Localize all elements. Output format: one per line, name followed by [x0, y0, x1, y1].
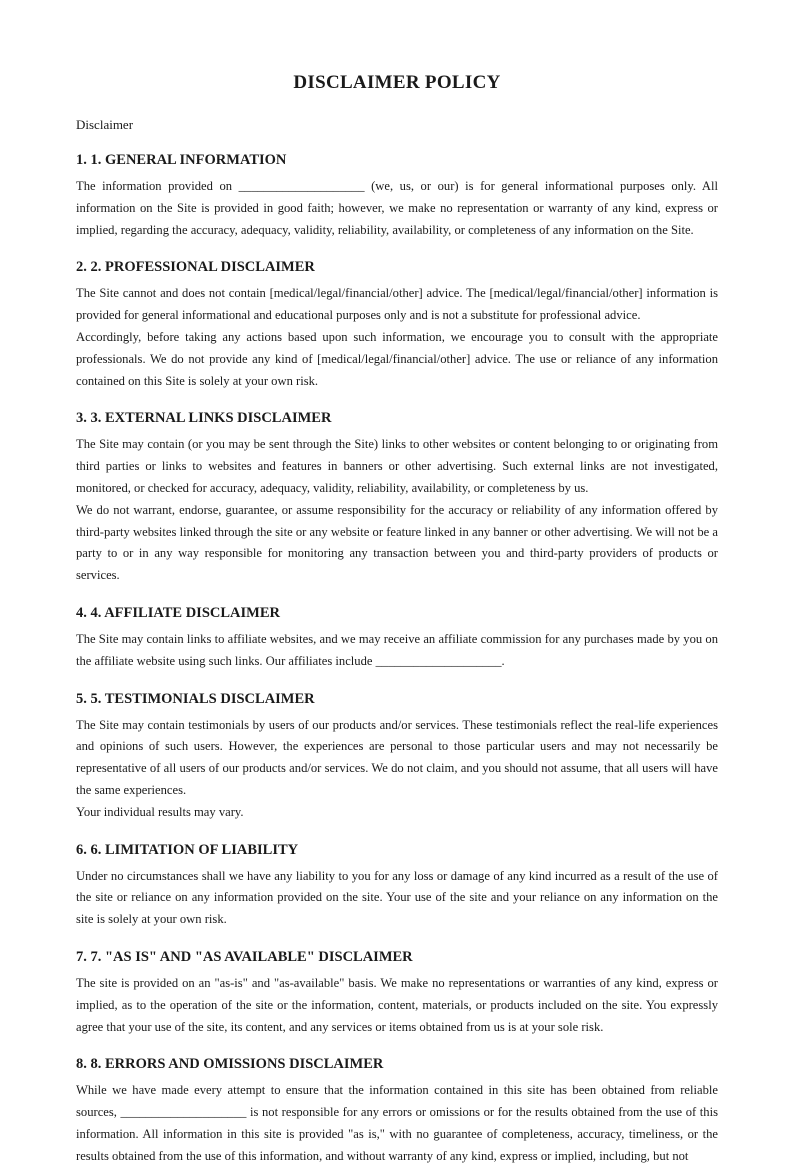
section-paragraph: Your individual results may vary. [76, 804, 244, 819]
section-limitation-of-liability [76, 840, 718, 931]
section-paragraph: Under no circumstances shall we have any liability to you for any loss or damage of any kind incurred as a result of the use of the site or reliance on any information provided on the site. Your use of the site and your reliance on any information on the site is solely at your own risk. [76, 868, 718, 927]
section-paragraph: The Site cannot and does not contain [medical/legal/financial/other] advice. The [medical/legal/financial/other] information is provided for general informational and educational purposes only and is not a substitute for professional advice. [76, 286, 718, 323]
section-professional-disclaimer [76, 257, 718, 392]
section-as-is-disclaimer [76, 947, 718, 1038]
section-affiliate-disclaimer [76, 603, 718, 673]
section-heading: 5. 5. TESTIMONIALS DISCLAIMER [76, 690, 315, 707]
section-paragraph: The Site may contain (or you may be sent through the Site) links to other websites or content belonging to or originating from third parties or links to websites and features in banners or other advertising. Such external links are not investigated, monitored, or checked for accuracy, adequacy, validity, reliability, availability, or completeness by us. [76, 437, 718, 495]
section-external-links-disclaimer [76, 408, 718, 587]
section-errors-and-omissions-disclaimer [76, 1054, 718, 1167]
section-heading: 7. 7. "AS IS" AND "AS AVAILABLE" DISCLAIMER [76, 948, 413, 965]
section-testimonials-disclaimer [76, 689, 718, 824]
section-heading: 4. 4. AFFILIATE DISCLAIMER [76, 604, 280, 621]
section-paragraph: While we have made every attempt to ensure that the information contained in this site has been obtained from reliable sources, ____________________ is not responsible for any errors or omissions or for the results obtained from the use of this information. All information in this site is provided "as is," with no guarantee of completeness, accuracy, timeliness, or the results obtained from the use of this information, and without warranty of any kind, express or implied, including, but not [76, 1083, 718, 1163]
section-paragraph: The Site may contain links to affiliate websites, and we may receive an affiliate commission for any purchases made by you on the affiliate website using such links. Our affiliates include ____________________. [76, 631, 718, 668]
section-paragraph: We do not warrant, endorse, guarantee, or assume responsibility for the accuracy or reliability of any information offered by third-party websites linked through the site or any website or feature linked in any banner or other advertising. We will not be a party to or in any way responsible for monitoring any transaction between you and third-party providers of products or services. [76, 502, 718, 583]
section-paragraph: The site is provided on an "as-is" and "as-available" basis. We make no representations or warranties of any kind, express or implied, as to the operation of the site or the information, content, materials, or products included on the site. You expressly agree that your use of the site, its content, and any services or items obtained from us is at your sole risk. [76, 975, 718, 1034]
document-title: DISCLAIMER POLICY [293, 72, 501, 93]
section-heading: 3. 3. EXTERNAL LINKS DISCLAIMER [76, 410, 332, 427]
section-paragraph: The information provided on ____________________ (we, us, or our) is for general informational purposes only. All information on the Site is provided in good faith; however, we make no representation or warranty of any kind, express or implied, regarding the accuracy, adequacy, validity, reliability, availability, or completeness of any information on the Site. [76, 179, 718, 237]
section-heading: 8. 8. ERRORS AND OMISSIONS DISCLAIMER [76, 1056, 384, 1073]
section-paragraph: The Site may contain testimonials by users of our products and/or services. These testimonials reflect the real-life experiences and opinions of such users. However, the experiences are personal to those particular users and may not necessarily be representative of all users of our products and/or services. We do not claim, and you should not assume, that all users will have the same experiences. [76, 717, 718, 797]
document-page [76, 0, 718, 1168]
document-subtitle: Disclaimer [76, 117, 134, 132]
section-heading: 1. 1. GENERAL INFORMATION [76, 152, 287, 168]
section-heading: 6. 6. LIMITATION OF LIABILITY [76, 841, 299, 858]
section-heading: 2. 2. PROFESSIONAL DISCLAIMER [76, 259, 315, 276]
section-paragraph: Accordingly, before taking any actions based upon such information, we encourage you to consult with the appropriate professionals. We do not provide any kind of [medical/legal/financial/other] advice. The use or reliance of any information contained on this Site is solely at your own risk. [76, 329, 718, 388]
section-general-information [76, 150, 718, 241]
